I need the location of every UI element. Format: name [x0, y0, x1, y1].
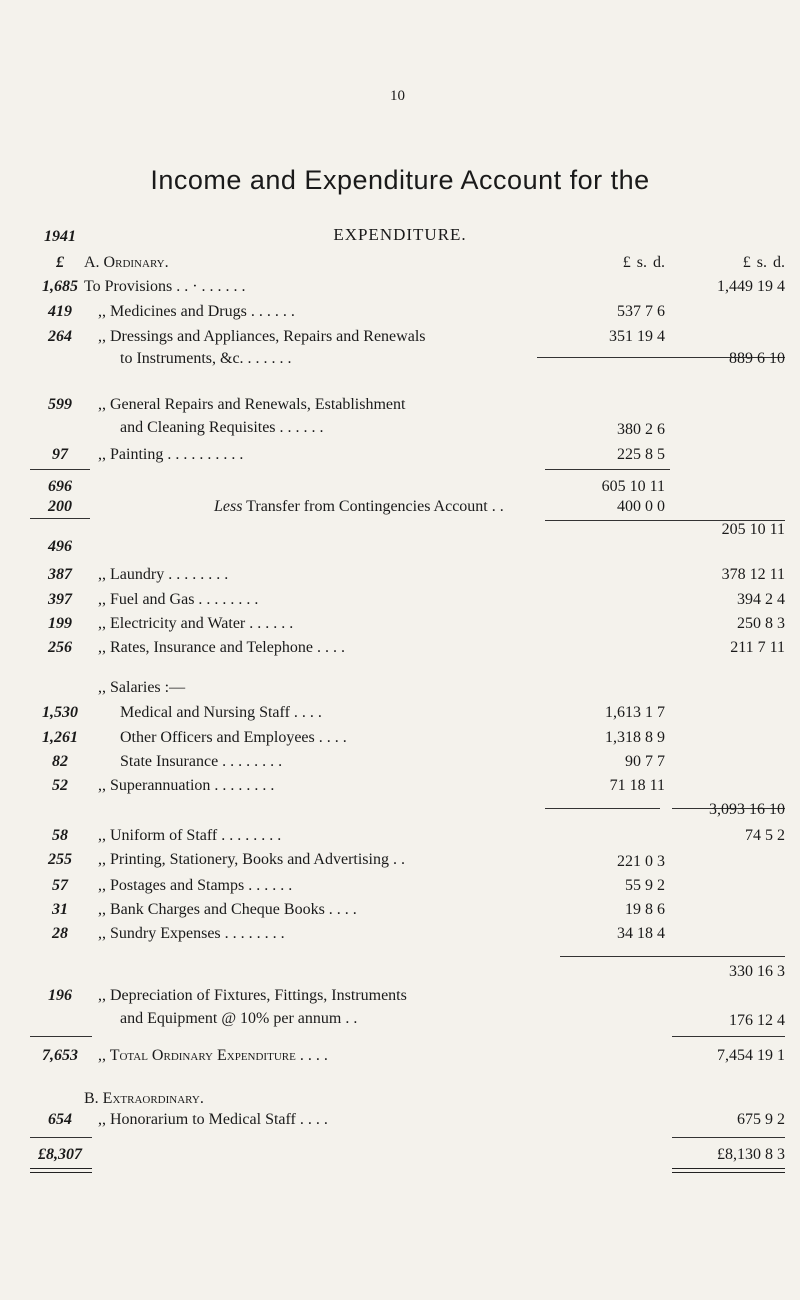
row-subtotal: 221 0 3 [617, 853, 665, 870]
row-subtotal: 34 18 4 [617, 925, 665, 942]
row-year: £8,307 [38, 1146, 82, 1163]
row-label: ,, Fuel and Gas . . . . . . . . [98, 591, 259, 608]
row-year: 28 [52, 925, 68, 942]
row-total: 378 12 11 [721, 566, 785, 583]
rule [560, 956, 785, 957]
row-label: ,, Honorarium to Medical Staff . . . . [98, 1111, 328, 1128]
row-total: 394 2 4 [737, 591, 785, 608]
row-year: 57 [52, 877, 68, 894]
row-label: ,, Rates, Insurance and Telephone . . . . [98, 639, 345, 656]
section-a-label: A. Ordinary. [84, 254, 169, 271]
rule [30, 1036, 92, 1037]
row-total: 211 7 11 [730, 639, 785, 656]
row-total: £8,130 8 3 [717, 1146, 785, 1163]
row-year: 7,653 [42, 1047, 78, 1064]
row-year: 256 [48, 639, 72, 656]
row-subtotal: 605 10 11 [601, 478, 665, 495]
row-label: ,, General Repairs and Renewals, Establishment [98, 396, 406, 413]
row-year: 1,261 [42, 729, 78, 746]
row-total: 889 6 10 [729, 350, 785, 367]
row-year: 496 [48, 538, 72, 555]
row-year: 200 [48, 498, 72, 515]
row-subtotal: 1,613 1 7 [605, 704, 665, 721]
double-rule [672, 1168, 785, 1173]
rule [545, 469, 670, 470]
row-label: ,, Postages and Stamps . . . . . . [98, 877, 293, 894]
row-total: 176 12 4 [729, 1012, 785, 1029]
row-year: 31 [52, 901, 68, 918]
row-total: 205 10 11 [721, 521, 785, 538]
row-label: ,, Electricity and Water . . . . . . [98, 615, 294, 632]
row-year: 97 [52, 446, 68, 463]
row-year: 599 [48, 396, 72, 413]
page-number: 10 [390, 88, 405, 104]
row-total: 1,449 19 4 [717, 278, 785, 295]
row-total: 250 8 3 [737, 615, 785, 632]
column-1-header: £ s. d. [622, 254, 665, 271]
row-subtotal: 71 18 11 [609, 777, 665, 794]
expenditure-heading: EXPENDITURE. [333, 225, 467, 244]
row-label: ,, Total Ordinary Expenditure . . . . [98, 1047, 328, 1064]
rule [545, 808, 660, 809]
row-year: 199 [48, 615, 72, 632]
row-label: ,, Painting . . . . . . . . . . [98, 446, 244, 463]
row-subtotal: 380 2 6 [617, 421, 665, 438]
row-label: ,, Printing, Stationery, Books and Advertising . . [98, 851, 405, 868]
row-total: 330 16 3 [729, 963, 785, 980]
rule [30, 1137, 92, 1138]
row-total: 675 9 2 [737, 1111, 785, 1128]
row-label: ,, Uniform of Staff . . . . . . . . [98, 827, 282, 844]
row-label: To Provisions . . · . . . . . . [84, 278, 246, 295]
row-label: ,, Superannuation . . . . . . . . [98, 777, 275, 794]
row-label: Medical and Nursing Staff . . . . [120, 704, 322, 721]
row-label: State Insurance . . . . . . . . [120, 753, 283, 770]
row-subtotal: 55 9 2 [625, 877, 665, 894]
row-label: Less Transfer from Contingencies Account . . [214, 498, 504, 515]
row-year: 419 [48, 303, 72, 320]
row-label: ,, Salaries :— [98, 679, 186, 696]
row-label: ,, Bank Charges and Cheque Books . . . . [98, 901, 357, 918]
row-year: 1,530 [42, 704, 78, 721]
year-pound-header: £ [56, 254, 64, 271]
row-year: 397 [48, 591, 72, 608]
row-subtotal: 1,318 8 9 [605, 729, 665, 746]
section-b-label: B. Extraordinary. [84, 1090, 204, 1107]
row-subtotal: 225 8 5 [617, 446, 665, 463]
row-subtotal: 19 8 6 [625, 901, 665, 918]
row-year: 58 [52, 827, 68, 844]
row-year: 82 [52, 753, 68, 770]
row-label: ,, Medicines and Drugs . . . . . . [98, 303, 295, 320]
row-year: 387 [48, 566, 72, 583]
row-subtotal: 351 19 4 [609, 328, 665, 345]
row-total: 3,093 16 10 [709, 801, 785, 818]
row-subtotal: 90 7 7 [625, 753, 665, 770]
row-label: ,, Sundry Expenses . . . . . . . . [98, 925, 285, 942]
year-header: 1941 [44, 228, 76, 245]
page-title: Income and Expenditure Account for the [150, 165, 650, 195]
row-label: and Equipment @ 10% per annum . . [120, 1010, 358, 1027]
row-year: 654 [48, 1111, 72, 1128]
rule [30, 469, 90, 470]
double-rule [30, 1168, 92, 1173]
row-year: 196 [48, 987, 72, 1004]
rule [672, 1036, 785, 1037]
row-label: to Instruments, &c. . . . . . . [120, 350, 292, 367]
column-2-header: £ s. d. [742, 254, 785, 271]
row-label: Other Officers and Employees . . . . [120, 729, 347, 746]
row-label: ,, Dressings and Appliances, Repairs and Renewals [98, 328, 426, 345]
row-year: 696 [48, 478, 72, 495]
row-subtotal: 537 7 6 [617, 303, 665, 320]
row-total: 7,454 19 1 [717, 1047, 785, 1064]
row-label: and Cleaning Requisites . . . . . . [120, 419, 324, 436]
row-subtotal: 400 0 0 [617, 498, 665, 515]
row-label: ,, Laundry . . . . . . . . [98, 566, 229, 583]
rule [30, 518, 90, 519]
row-total: 74 5 2 [745, 827, 785, 844]
row-year: 52 [52, 777, 68, 794]
row-year: 255 [48, 851, 72, 868]
rule [672, 1137, 785, 1138]
row-year: 1,685 [42, 278, 78, 295]
row-year: 264 [48, 328, 72, 345]
row-label: ,, Depreciation of Fixtures, Fittings, Instruments [98, 987, 407, 1004]
